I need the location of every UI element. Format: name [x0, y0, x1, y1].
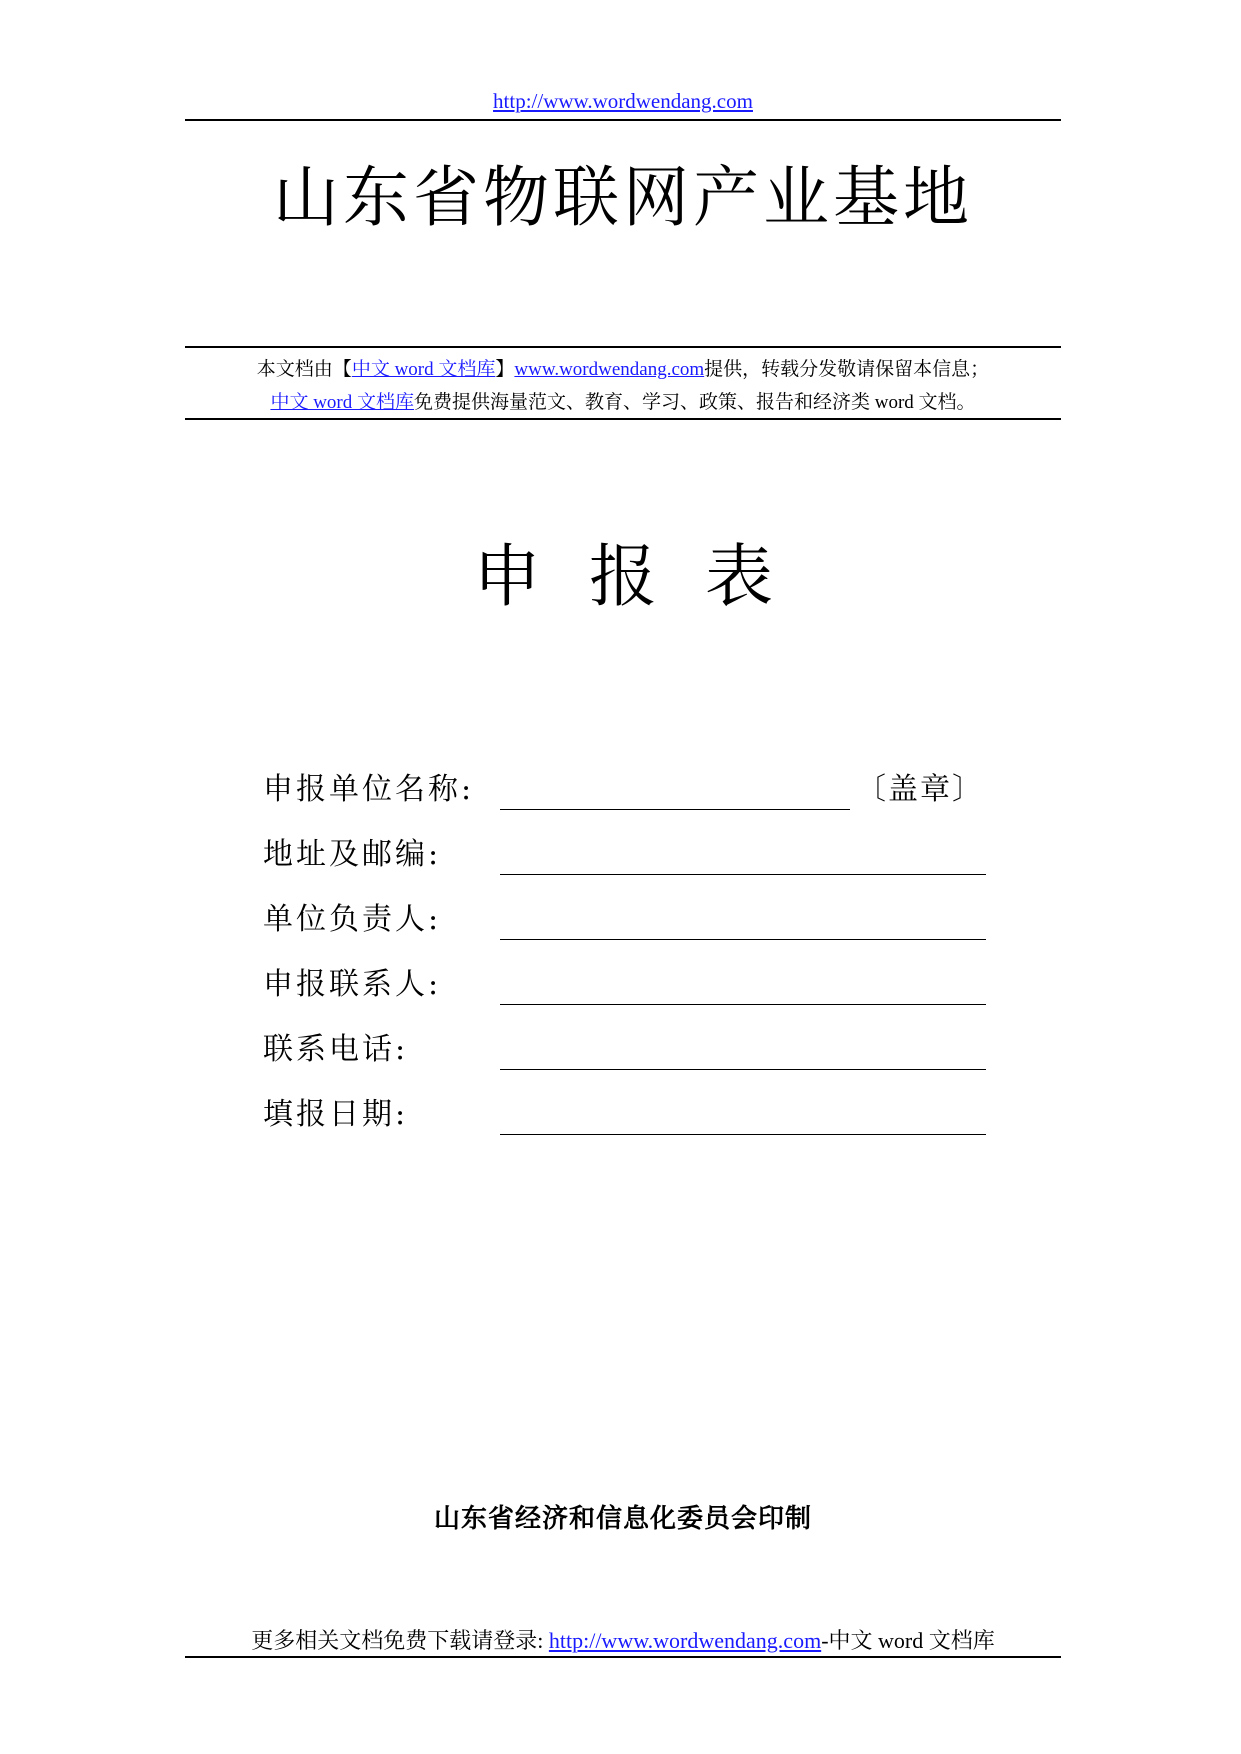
field-label-contact: 申报联系人:: [263, 967, 442, 1002]
document-title: 山东省物联网产业基地: [273, 159, 973, 236]
notice-library-link-2[interactable]: 中文 word 文档库: [270, 392, 414, 413]
notice-line-1: [185, 353, 1061, 386]
stamp-note: 〔盖章〕: [856, 772, 984, 807]
printer-credit: 山东省经济和信息化委员会印制: [433, 1504, 812, 1534]
field-label-address: 地址及邮编:: [263, 837, 442, 872]
notice-bracket: 】: [495, 359, 515, 380]
notice-site-link[interactable]: www.wordwendang.com: [514, 359, 705, 380]
field-label-unit-name: 申报单位名称:: [263, 772, 475, 807]
form-title-char: 申: [472, 538, 541, 617]
source-notice: [185, 353, 1061, 419]
notice-library-link[interactable]: 中文 word 文档库: [351, 359, 496, 380]
header-url-line: [185, 89, 1061, 114]
field-blank-address[interactable]: [500, 874, 986, 875]
field-blank-unit-head[interactable]: [500, 939, 986, 940]
notice-prefix: 本文档由【: [256, 359, 352, 380]
field-blank-phone[interactable]: [500, 1069, 986, 1070]
field-blank-unit-name[interactable]: [500, 809, 850, 810]
notice-bottom-rule: [185, 418, 1061, 420]
notice-top-rule: [185, 346, 1061, 348]
field-label-phone: 联系电话:: [263, 1032, 409, 1067]
footer-rule: [185, 1656, 1061, 1658]
footer-url-link[interactable]: http://www.wordwendang.com: [548, 1628, 822, 1653]
header-url-link[interactable]: http://www.wordwendang.com: [493, 89, 753, 113]
field-label-date: 填报日期:: [263, 1097, 409, 1132]
form-title-char: 表: [705, 538, 774, 617]
header-rule: [185, 119, 1061, 121]
footer-suffix: -中文 word 文档库: [821, 1628, 995, 1653]
notice-description: 免费提供海量范文、教育、学习、政策、报告和经济类 word 文档。: [414, 392, 976, 413]
notice-line-2: [185, 386, 1061, 419]
footer-line: [185, 1624, 1061, 1655]
footer-prefix: 更多相关文档免费下载请登录:: [251, 1628, 549, 1653]
field-label-unit-head: 单位负责人:: [263, 902, 442, 937]
form-title-char: 报: [588, 538, 657, 617]
form-title: [185, 538, 1061, 618]
field-blank-date[interactable]: [500, 1134, 986, 1135]
field-blank-contact[interactable]: [500, 1004, 986, 1005]
notice-suffix: 提供，转载分发敬请保留本信息；: [704, 359, 990, 380]
